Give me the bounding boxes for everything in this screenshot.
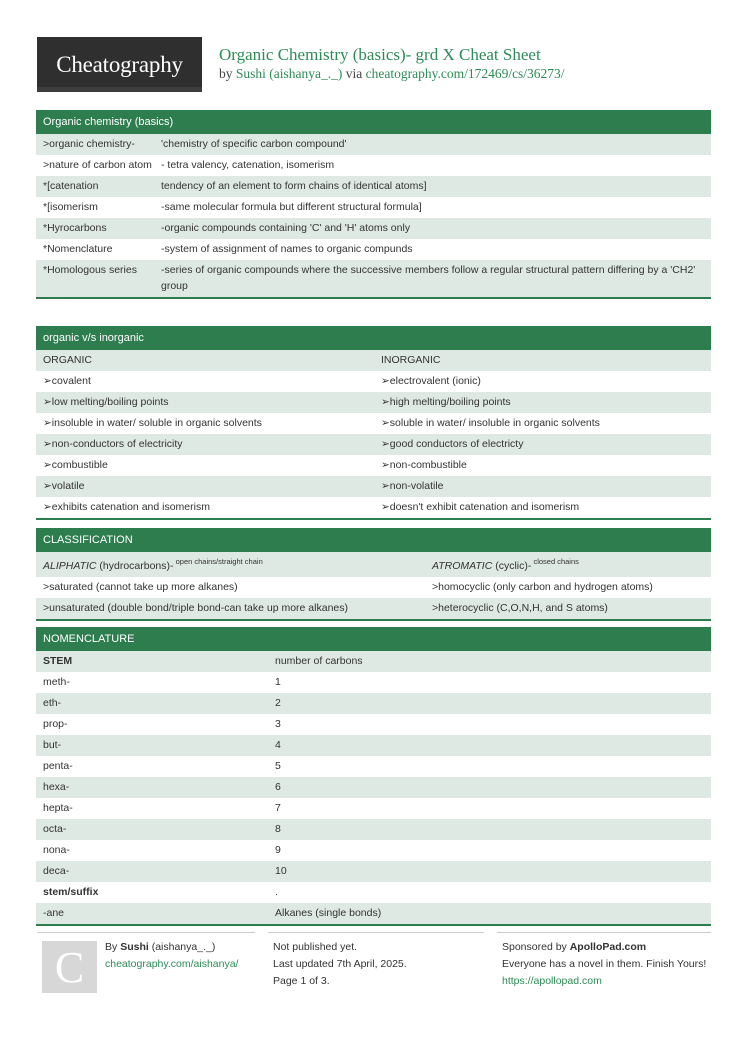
table-header-row bbox=[36, 350, 711, 371]
byline bbox=[219, 66, 565, 82]
table-row bbox=[36, 861, 711, 882]
inorganic-cell: ➢non-combustible bbox=[381, 459, 467, 471]
inorganic-cell: ➢soluble in water/ insoluble in organic solvents bbox=[381, 417, 600, 429]
carbon-count-cell: 2 bbox=[275, 697, 281, 709]
term-cell: *Hyrocarbons bbox=[43, 222, 107, 234]
table-row bbox=[36, 714, 711, 735]
logo-underline bbox=[37, 87, 202, 92]
carbon-count-cell: 1 bbox=[275, 676, 281, 688]
aromatic-cell: >homocyclic (only carbon and hydrogen atoms) bbox=[432, 581, 653, 593]
aromatic-header bbox=[432, 554, 704, 574]
table-row bbox=[36, 239, 711, 260]
sponsor-name[interactable]: ApolloPad.com bbox=[569, 941, 647, 953]
inorganic-cell: ➢electrovalent (ionic) bbox=[381, 375, 481, 387]
aliphatic-cell: >unsaturated (double bond/triple bond-can take up more alkanes) bbox=[43, 602, 348, 614]
aliphatic-header bbox=[43, 554, 432, 574]
publish-status: Not published yet. bbox=[273, 941, 358, 953]
aromatic-desc: (cyclic)- bbox=[492, 560, 532, 572]
table-row bbox=[36, 798, 711, 819]
table-row bbox=[36, 756, 711, 777]
table-row bbox=[36, 672, 711, 693]
definition-cell: -organic compounds containing 'C' and 'H' atoms only bbox=[161, 222, 411, 234]
inorganic-cell: ➢doesn't exhibit catenation and isomerism bbox=[381, 501, 580, 513]
carbon-count-cell: 9 bbox=[275, 844, 281, 856]
carbon-count-cell: 3 bbox=[275, 718, 281, 730]
table-row bbox=[36, 392, 711, 413]
section-title: CLASSIFICATION bbox=[36, 528, 711, 552]
stem-cell: deca- bbox=[43, 865, 70, 877]
footer-status bbox=[273, 939, 483, 990]
table-row bbox=[36, 840, 711, 861]
column-header-carbons: number of carbons bbox=[275, 655, 363, 667]
sponsored-by: Sponsored by bbox=[502, 941, 567, 953]
stem-cell: but- bbox=[43, 739, 62, 751]
term-cell: >nature of carbon atom bbox=[43, 159, 152, 171]
footer-author-name: Sushi bbox=[120, 941, 149, 953]
term-cell: *[isomerism bbox=[43, 201, 98, 213]
sub-header-dot: . bbox=[275, 886, 278, 898]
page-number: Page 1 of 3. bbox=[273, 975, 330, 987]
footer-divider bbox=[268, 932, 484, 933]
organic-cell: ➢exhibits catenation and isomerism bbox=[43, 501, 210, 513]
aliphatic-note: open chains/straight chain bbox=[173, 557, 263, 566]
table-row bbox=[36, 577, 711, 598]
column-header-organic: ORGANIC bbox=[43, 354, 93, 366]
aliphatic-desc: (hydrocarbons)- bbox=[96, 560, 174, 572]
sub-header-stem-suffix: stem/suffix bbox=[43, 886, 99, 898]
definition-cell: tendency of an element to form chains of identical atoms] bbox=[161, 180, 427, 192]
stem-cell: meth- bbox=[43, 676, 70, 688]
table-row bbox=[36, 176, 711, 197]
footer-sponsor bbox=[502, 939, 710, 990]
last-updated: Last updated 7th April, 2025. bbox=[273, 958, 407, 970]
stem-cell: hepta- bbox=[43, 802, 73, 814]
term-cell: *[catenation bbox=[43, 180, 99, 192]
aromatic-label: ATROMATIC bbox=[432, 560, 493, 572]
stem-cell: eth- bbox=[43, 697, 62, 709]
suffix-meaning-cell: Alkanes (single bonds) bbox=[275, 907, 382, 919]
table-row bbox=[36, 903, 711, 924]
page-title: Organic Chemistry (basics)- grd X Cheat Sheet bbox=[219, 45, 541, 64]
section-title: Organic chemistry (basics) bbox=[36, 110, 711, 134]
organic-cell: ➢combustible bbox=[43, 459, 108, 471]
carbon-count-cell: 4 bbox=[275, 739, 281, 751]
footer-divider bbox=[497, 932, 711, 933]
footer-author bbox=[105, 939, 255, 973]
term-cell: *Nomenclature bbox=[43, 243, 113, 255]
sponsor-tagline: Everyone has a novel in them. Finish Yours! bbox=[502, 958, 707, 970]
sponsor-line bbox=[502, 939, 710, 956]
table-row bbox=[36, 598, 711, 619]
stem-cell: nona- bbox=[43, 844, 70, 856]
stem-cell: penta- bbox=[43, 760, 73, 772]
table-header-row bbox=[36, 651, 711, 672]
aliphatic-cell: >saturated (cannot take up more alkanes) bbox=[43, 581, 238, 593]
organic-cell: ➢covalent bbox=[43, 375, 91, 387]
table-row bbox=[36, 819, 711, 840]
stem-cell: prop- bbox=[43, 718, 68, 730]
carbon-count-cell: 10 bbox=[275, 865, 287, 877]
table-row bbox=[36, 497, 711, 518]
column-header-stem: STEM bbox=[43, 655, 73, 667]
column-header-inorganic: INORGANIC bbox=[381, 354, 441, 366]
section-organic-vs-inorganic bbox=[36, 326, 711, 520]
table-row bbox=[36, 260, 711, 297]
table-row bbox=[36, 476, 711, 497]
definition-cell: -system of assignment of names to organic compunds bbox=[161, 243, 413, 255]
definition-cell: -same molecular formula but different structural formula] bbox=[161, 201, 422, 213]
organic-cell: ➢non-conductors of electricity bbox=[43, 438, 183, 450]
footer-author-url[interactable]: cheatography.com/aishanya/ bbox=[105, 958, 239, 970]
section-title: organic v/s inorganic bbox=[36, 326, 711, 350]
inorganic-cell: ➢non-volatile bbox=[381, 480, 444, 492]
logo-text: Cheatography bbox=[56, 51, 183, 77]
inorganic-cell: ➢good conductors of electricty bbox=[381, 438, 524, 450]
cheatography-logo[interactable] bbox=[37, 37, 202, 92]
footer-by: By bbox=[105, 941, 118, 953]
carbon-count-cell: 8 bbox=[275, 823, 281, 835]
carbon-count-cell: 7 bbox=[275, 802, 281, 814]
sheet-url-link[interactable]: cheatography.com/172469/cs/36273/ bbox=[365, 66, 565, 81]
table-row bbox=[36, 455, 711, 476]
sponsor-url[interactable]: https://apollopad.com bbox=[502, 975, 602, 987]
section-nomenclature bbox=[36, 627, 711, 926]
definition-cell: 'chemistry of specific carbon compound' bbox=[161, 138, 347, 150]
aliphatic-label: ALIPHATIC bbox=[43, 560, 97, 572]
section-title: NOMENCLATURE bbox=[36, 627, 711, 651]
table-row bbox=[36, 218, 711, 239]
table-row bbox=[36, 434, 711, 455]
table-row bbox=[36, 371, 711, 392]
byline-via: via bbox=[345, 66, 363, 81]
footer-author-line bbox=[105, 939, 255, 956]
definition-cell: -series of organic compounds where the successive members follow a regular structural pattern differing by a 'CH2' group bbox=[161, 264, 696, 292]
footer-divider bbox=[37, 932, 255, 933]
organic-cell: ➢low melting/boiling points bbox=[43, 396, 169, 408]
aromatic-note: closed chains bbox=[531, 557, 579, 566]
table-row bbox=[36, 134, 711, 155]
byline-by: by bbox=[219, 66, 233, 81]
aromatic-cell: >heterocyclic (C,O,N,H, and S atoms) bbox=[432, 602, 608, 614]
section-classification bbox=[36, 528, 711, 621]
table-row bbox=[36, 777, 711, 798]
organic-cell: ➢insoluble in water/ soluble in organic solvents bbox=[43, 417, 262, 429]
table-row bbox=[36, 197, 711, 218]
definition-cell: - tetra valency, catenation, isomerism bbox=[161, 159, 335, 171]
table-header-row bbox=[36, 552, 711, 577]
table-row bbox=[36, 693, 711, 714]
table-row bbox=[36, 413, 711, 434]
carbon-count-cell: 5 bbox=[275, 760, 281, 772]
avatar-letter: C bbox=[54, 942, 85, 992]
organic-cell: ➢volatile bbox=[43, 480, 85, 492]
table-row bbox=[36, 155, 711, 176]
carbon-count-cell: 6 bbox=[275, 781, 281, 793]
section-basics bbox=[36, 110, 711, 299]
avatar[interactable] bbox=[42, 941, 97, 993]
stem-cell: hexa- bbox=[43, 781, 70, 793]
footer-author-handle: (aishanya_._) bbox=[151, 941, 216, 953]
sub-header-row bbox=[36, 882, 711, 903]
term-cell: *Homologous series bbox=[43, 264, 137, 276]
table-row bbox=[36, 735, 711, 756]
author-link[interactable]: Sushi (aishanya_._) bbox=[235, 66, 343, 81]
inorganic-cell: ➢high melting/boiling points bbox=[381, 396, 511, 408]
term-cell: >organic chemistry- bbox=[43, 138, 135, 150]
stem-cell: -ane bbox=[43, 907, 65, 919]
stem-cell: octa- bbox=[43, 823, 67, 835]
